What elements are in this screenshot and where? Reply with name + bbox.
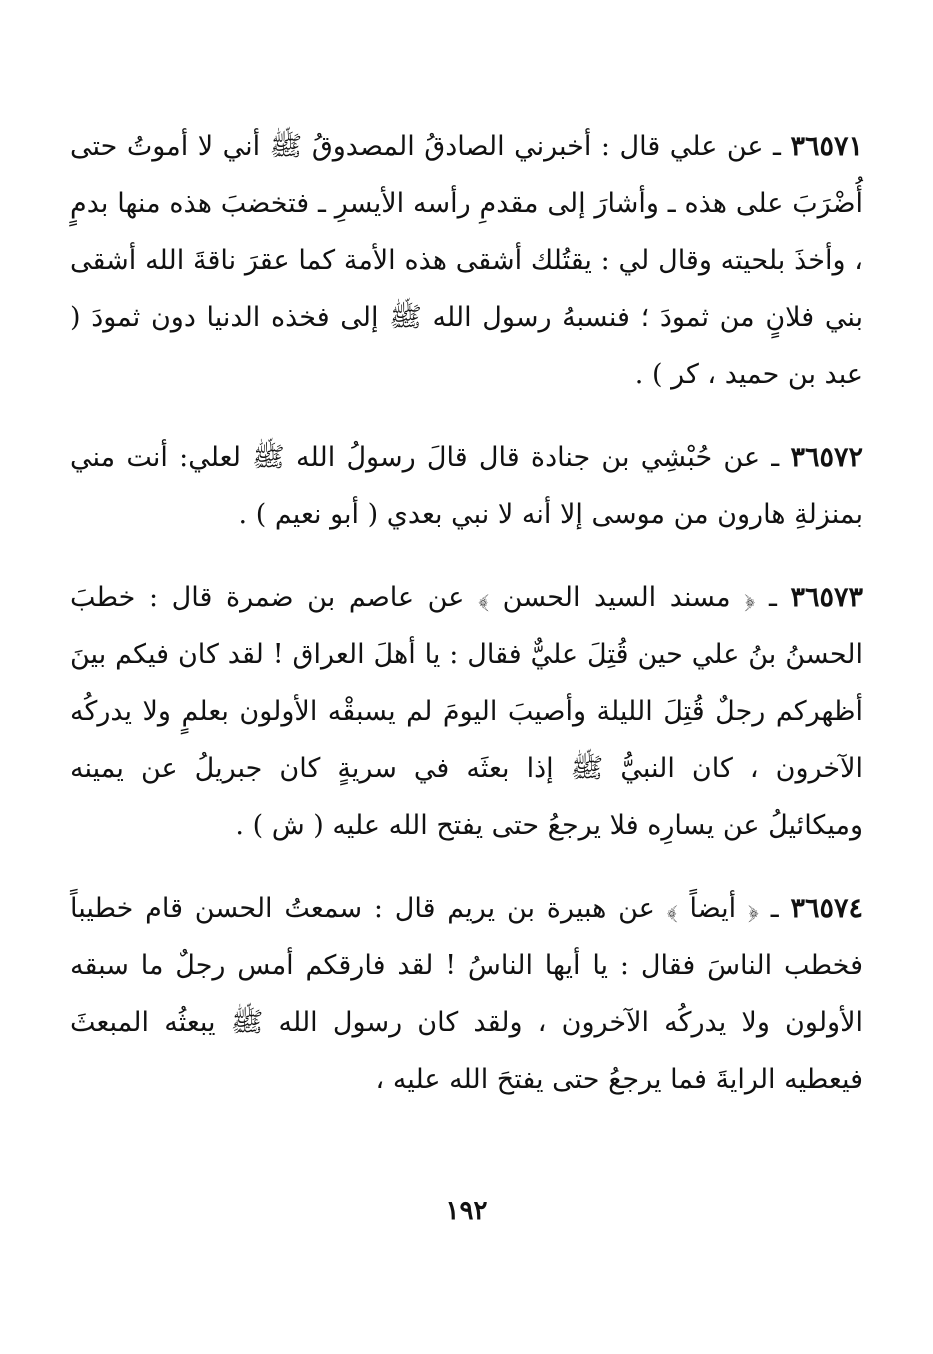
hadith-number: ٣٦٥٧٣ [790,582,863,613]
hadith-text: ـ ﴿ مسند السيد الحسن ﴾ عن عاصم بن ضمرة قال : خطبَ الحسنُ بنُ علي حين قُتِلَ عليٌّ فقال : يا أهلَ العراق ! لقد كان فيكم بينَ أظهركم رجلٌ قُتِلَ الليلة وأصيبَ اليومَ لم يسبقْه الأولون بعلمٍ ولا يدركُه الآخرون ، كان النبيُّ ﷺ إذا بعثَه في سريةٍ كان جبريلُ عن يمينه وميكائيلُ عن يسارِه فلا يرجعُ حتى يفتح الله عليه ( ش ) . [70,582,863,841]
hadith-text: ـ ﴿ أيضاً ﴾ عن هبيرة بن يريم قال : سمعتُ الحسن قام خطيباً فخطب الناسَ فقال : يا أيها الناسُ ! لقد فارقكم أمس رجلٌ ما سبقه الأولون ولا يدركُه الآخرون ، ولقد كان رسول الله ﷺ يبعثُه المبعثَ فيعطيه الرايةَ فما يرجعُ حتى يفتحَ الله عليه ، [70,893,863,1095]
page-number: ١٩٢ [445,1196,488,1226]
hadith-36571 [70,118,863,403]
hadith-36574 [70,880,863,1108]
hadith-number: ٣٦٥٧١ [790,131,863,162]
page-body [70,118,863,1134]
hadith-36573 [70,569,863,854]
hadith-number: ٣٦٥٧٤ [790,893,863,924]
hadith-36572 [70,429,863,543]
hadith-number: ٣٦٥٧٢ [790,442,863,473]
hadith-text: ـ عن علي قال : أخبرني الصادقُ المصدوقُ ﷺ أني لا أموتُ حتى أُضْرَبَ على هذه ـ وأشارَ إلى مقدمِ رأسه الأيسرِ ـ فتخضبَ هذه منها بدمٍ ، وأخذَ بلحيته وقال لي : يقتُلك أشقى هذه الأمة كما عقرَ ناقةَ الله أشقى بني فلانٍ من ثمودَ ؛ فنسبهُ رسول الله ﷺ إلى فخذه الدنيا دون ثمودَ ( عبد بن حميد ، كر ) . [70,131,863,390]
hadith-text: ـ عن حُبْشِي بن جنادة قال قالَ رسولُ الله ﷺ لعلي: أنت مني بمنزلةِ هارون من موسى إلا أنه لا نبي بعدي ( أبو نعيم ) . [70,442,863,530]
